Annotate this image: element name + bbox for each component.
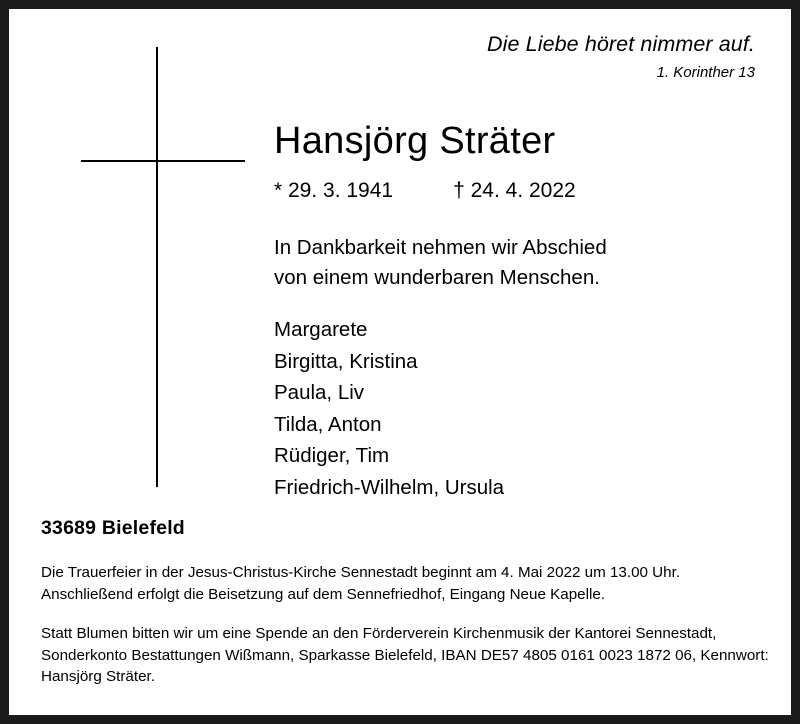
cross-horizontal-bar — [81, 160, 245, 162]
list-item: Tilda, Anton — [274, 412, 382, 436]
list-item: Margarete — [274, 318, 368, 342]
location-text: 33689 Bielefeld — [41, 517, 185, 539]
list-item: Rüdiger, Tim — [274, 444, 390, 468]
deceased-name: Hansjörg Sträter — [274, 120, 556, 162]
main-text-column — [274, 121, 754, 504]
donation-info: Statt Blumen bitten wir um eine Spende an den Förderverein Kirchenmusik der Kantorei Sennestadt, Sonderkonto Bestattungen Wißmann, Sparkasse Bielefeld, IBAN DE57 4805 0161 0023 1872 06, Kennwort: Hansjörg Sträter. — [41, 625, 769, 686]
obituary-inner — [9, 9, 791, 715]
verse-reference: 1. Korinther 13 — [656, 63, 755, 81]
death-date: † 24. 4. 2022 — [453, 178, 576, 202]
cross-vertical-bar — [156, 47, 158, 487]
dedication-line-1: In Dankbarkeit nehmen wir Abschied — [274, 235, 607, 259]
cross-icon — [106, 47, 246, 487]
birth-date: * 29. 3. 1941 — [274, 178, 394, 202]
list-item: Paula, Liv — [274, 381, 365, 405]
mourners-list — [274, 314, 754, 503]
list-item: Birgitta, Kristina — [274, 349, 418, 373]
life-dates — [274, 179, 754, 203]
dedication-text — [274, 233, 754, 292]
verse-text: Die Liebe höret nimmer auf. — [487, 32, 755, 56]
footer-block — [41, 562, 771, 688]
funeral-service-info: Die Trauerfeier in der Jesus-Christus-Kirche Sennestadt beginnt am 4. Mai 2022 um 13.00 Uhr. Anschließend erfolgt die Beisetzung auf dem Sennefriedhof, Eingang Neue Kapelle. — [41, 564, 681, 603]
dedication-line-2: von einem wunderbaren Menschen. — [274, 265, 600, 289]
list-item: Friedrich-Wilhelm, Ursula — [274, 476, 505, 500]
